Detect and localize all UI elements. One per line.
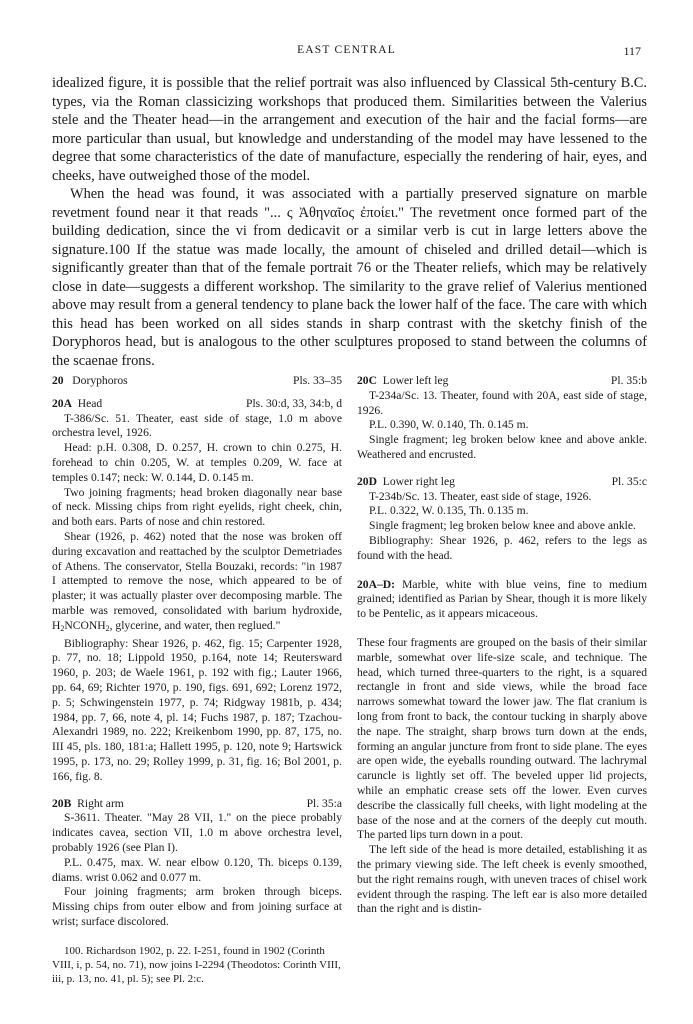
description-paragraph-2: The left side of the head is more detailed, establishing it as the primary viewing side. The left cheek is evenly smoothed, but the right remains rough, with uneven traces of chisel work evident through the rasping. The left ear is also more detailed than the right and is distin- [357,843,647,916]
entry-20d-title: Lower right leg [382,474,455,488]
page-number: 117 [623,44,641,58]
entry-20-title: Doryphoros [72,374,128,387]
entry-20d-bibliography: Bibliography: Shear 1926, p. 462, refers to the legs as found with the head. [357,533,647,562]
entry-20c-title: Lower left leg [382,374,449,387]
entry-20-heading [52,374,342,389]
entry-20a-condition: Two joining fragments; head broken diagonally near base of neck. Missing chips from right eyelids, right cheek, chin, and both ears. Parts of nose and chin restored. [52,485,342,529]
left-column [52,374,342,930]
entry-20c-condition: Single fragment; leg broken below knee and above ankle. Weathered and encrusted. [357,433,647,461]
intro-paragraph-1: idealized figure, it is possible that the relief portrait was also influenced by Classical 5th-century B.C. types, via the Roman classicizing workshops that produced them. Similarities between the Valerius stele and the Theater head—in the arrangement and execution of the hair and the facial forms—are more particular than usual, but knowledge and understanding of the model may have lessened to the degree that some characteristics of the date of manufacture, especially the rendering of hair, eyes, and cheeks, have outweighed those of the model. [52,75,647,184]
entry-20a-title: Head [77,396,103,410]
entry-20a-number: 20A [52,396,72,410]
entry-20-number: 20 [52,374,64,387]
description-paragraph-1: These four fragments are grouped on the basis of their similar marble, somewhat over life-size scale, and technique. The head, which turned three-quarters to the right, is a squared rectangle in front and side views, while the broad face narrows somewhat toward the lower jaw. The flat cranium is long from front to back, the contour tucking in sharply above the nape. The straight, sharp brows turn down at the ends, forming an angular juncture from front to side plane. The eyes are open wide, the eyeballs rounding outward. The lachrymal caruncle is lightly set off. The beveled upper lid projects, while an emphatic crease sets off the lower. Even curves describe the classically full cheeks, with light modeling at the base of the nose and at the corners of the deeply cut mouth. The parted lips turn down in a pout. [357,635,647,842]
entry-20b-number: 20B [52,796,72,810]
entry-20d-heading [357,475,647,490]
entry-20c-location: T-234a/Sc. 13. Theater, found with 20A, east side of stage, 1926. [357,388,647,417]
entry-20c-heading [357,374,647,389]
intro-text [52,74,647,370]
material-label: 20A–D: [357,577,395,591]
entry-20-plates: Pls. 33–35 [293,374,342,387]
entry-20d-location: T-234b/Sc. 13. Theater, east side of stage, 1926. [369,489,592,503]
entry-20a-bibliography: Bibliography: Shear 1926, p. 462, fig. 15; Carpenter 1928, p. 77, no. 18; Lippold 1950, p.164, note 14; Reutersward 1960, p. 203; de Waele 1961, p. 192 with fig.; Lauter 1966, pp. 64, 69; Richter 1970, p. 190, figs. 691, 692; Lorenz 1972, p. 5; Schwingenstein 1977, p. 74; Ridgway 1981b, p. 434; 1984, pp. 7, 66, note 4, pl. 14; Fuchs 1987, p. 187; Tzachou-Alexandri 1989, no. 222; Kreikenbom 1990, pp. 87, 175, no. III 45, pls. 180, 181:a; Hallett 1995, p. 120, note 9; Hartswick 1995, p. 173, no. 29; Rolley 1999, p. 31, fig. 16; Bol 2001, p. 166, fig. 8. [52,636,342,783]
entry-20a-dimensions: Head: p.H. 0.308, D. 0.257, H. crown to chin 0.275, H. forehead to chin 0.205, W. at temples 0.209, W. face at temples 0.147; neck: W. 0.144, D. 0.145 m. [52,441,342,484]
entry-20b-dimensions: P.L. 0.475, max. W. near elbow 0.120, Th. biceps 0.139, diams. wrist 0.062 and 0.077 m. [52,855,342,884]
footnote-100: 100. Richardson 1902, p. 22. I-251, found in 1902 (Corinth VIII, i, p. 54, no. 71), now joins I-2294 (Theodotos: Corinth VIII, iii, p. 13, no. 41, pl. 5); see Pl. 2:c. [52,945,341,985]
entry-20d-number: 20D [357,474,377,488]
entry-20c-dimensions: P.L. 0.390, W. 0.140, Th. 0.145 m. [369,418,529,432]
running-head: EAST CENTRAL [297,44,396,56]
entry-20a-shear-note: Shear (1926, p. 462) noted that the nose was broken off during excavation and reattached by the sculptor Demetriades of Athens. The conservator, Stella Bouzaki, records: "in 1987 I attempted to remove the nose, which appeared to be of plaster; it was actually plaster over decomposing marble. The marble was removed, consolidated with barium hydroxide, $H_2NCONH_2$, glycerine, and water, then reglued." [52,529,342,633]
entry-20b-condition: Four joining fragments; arm broken through biceps. Missing chips from outer elbow and from joining surface at wrist; surface discolored. [52,885,342,928]
material-note [357,578,647,622]
entry-20a-location: T-386/Sc. 51. Theater, east side of stage, 1.0 m above orchestra level, 1926. [52,411,342,440]
intro-paragraph-2: When the head was found, it was associated with a partially preserved signature on marble revetment found near it that reads "... ς Ἀθηναῖος ἐποίει." The revetment once formed part of the building dedication, since the vi from dedicavit or a similar verb is cut in large letters above the signature.100 If the statue was made locally, the amount of chiseled and drilled detail—which is significantly greater than that of the female portrait 76 or the Theater reliefs, which may be relatively close in date—suggests a different workshop. The similarity to the grave relief of Valerius mentioned above may result from a general tendency to plane back the lower half of the face. The care with which this head has been worked on all sides stands in sharp contrast with the sketchy finish of the Doryphoros head, but is analogous to the other sculptures proposed to stand between the columns of the scaenae frons. [52,186,647,369]
entry-20b-title: Right arm [77,796,124,810]
page-header [0,44,693,62]
entry-20b-location: S-3611. Theater. "May 28 VII, 1." on the piece probably indicates cavea, section VII, 1.0 m above orchestra level, probably 1926 (see Plan I). [52,811,342,854]
entry-20d-dimensions: P.L. 0.322, W. 0.135, Th. 0.135 m. [369,504,529,518]
entry-20c-plates: Pl. 35:b [610,374,647,387]
entry-20d-plates: Pl. 35:c [611,474,647,488]
entry-20b-plates: Pl. 35:a [306,796,342,810]
entry-20a-plates: Pls. 30:d, 33, 34:b, d [246,396,342,410]
entry-20c-number: 20C [357,374,377,387]
footnotes [52,944,342,986]
entry-20b-heading [52,797,342,812]
entry-20a-heading [52,397,342,412]
right-column [357,374,647,917]
material-text: Marble, white with blue veins, fine to medium grained; identified as Parian by Shear, though it is more likely to be Pentelic, as it appears micaceous. [357,577,647,621]
entry-20d-condition: Single fragment; leg broken below knee and above ankle. [369,519,636,533]
